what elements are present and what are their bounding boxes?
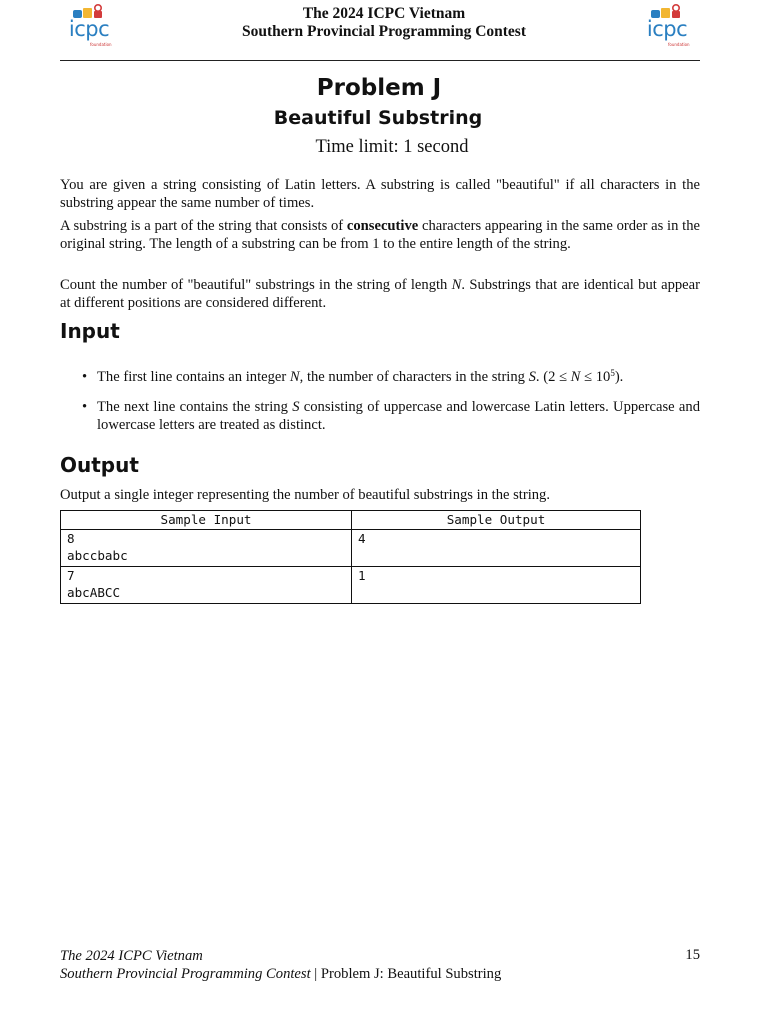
col-sample-input: Sample Input (61, 511, 352, 530)
text-span: consisting of uppercase and lowercase Latin letters. Uppercase and lowercase letters are treated as distinct. (97, 399, 701, 433)
problem-name: Beautiful Substring (273, 107, 483, 129)
math-var: N (289, 369, 300, 385)
footer (60, 947, 501, 983)
sample-input-line: abcABCC (67, 585, 121, 600)
input-heading: Input (60, 319, 120, 343)
bullet-text (97, 399, 700, 434)
sample-output-line: 4 (358, 531, 366, 546)
icpc-logo-wordmark: icpc (68, 17, 110, 41)
icpc-logo-wordmark: icpc (646, 17, 688, 41)
text-span: Count the number of "beautiful" substrings in the string of length (60, 277, 452, 293)
sample-input-cell (61, 530, 352, 567)
sample-input-line: 7 (67, 568, 75, 583)
header-divider (60, 60, 700, 61)
page-number: 15 (685, 947, 700, 963)
sample-input-cell (61, 567, 352, 604)
sample-output-line: 1 (358, 568, 366, 583)
table-row (61, 530, 641, 567)
output-heading: Output (60, 453, 139, 477)
bullet-dot-icon: • (82, 369, 88, 385)
text-span: ≤ 10 (580, 369, 611, 385)
input-bullet-1 (82, 369, 700, 387)
text-span: . (2 ≤ (535, 369, 571, 385)
samples-table (60, 510, 641, 604)
text-span: . Substrings that are identical but appear at different positions are considered different. (60, 277, 700, 311)
math-var: N (451, 277, 462, 293)
output-description: Output a single integer representing the number of beautiful substrings in the string. (60, 487, 551, 503)
input-bullet-2 (82, 399, 700, 434)
text-span: A substring is a part of the string that consists of (60, 218, 347, 234)
text-span: The next line contains the string (97, 399, 293, 415)
text-span: characters appearing in the same order as in the original string. The length of a substring can be from 1 to the entire length of the string. (60, 218, 700, 252)
icpc-logo-tag: foundation (90, 42, 112, 47)
sample-output-cell (352, 530, 641, 567)
text-span: , the number of characters in the string (299, 369, 529, 385)
footer-line-2 (60, 965, 501, 983)
bullet-text (97, 369, 700, 387)
problem-title: Problem J (316, 75, 442, 101)
text-span: ). (614, 369, 624, 385)
sample-output-cell (352, 567, 641, 604)
footer-problem-ref: | Problem J: Beautiful Substring (310, 966, 502, 982)
emphasis-consecutive: consecutive (346, 218, 419, 234)
footer-contest-name: Southern Provincial Programming Contest (60, 966, 311, 982)
statement-paragraph-1: You are given a string consisting of Latin letters. A substring is called "beautiful" if all characters in the substring appear the same number of times. (60, 177, 700, 211)
statement-paragraph-2 (60, 218, 700, 253)
sample-input-line: 8 (67, 531, 75, 546)
math-var: N (570, 369, 581, 385)
text-span: The first line contains an integer (97, 369, 290, 385)
header-title (0, 5, 768, 41)
exponent: 5 (610, 368, 615, 378)
table-header-row (61, 511, 641, 530)
math-var: S (292, 399, 300, 415)
header-line-1: The 2024 ICPC Vietnam (302, 5, 466, 22)
icpc-logo-tag: foundation (668, 42, 690, 47)
math-var: S (528, 369, 536, 385)
col-sample-output: Sample Output (352, 511, 641, 530)
time-limit: Time limit: 1 second (315, 137, 469, 157)
bullet-dot-icon: • (82, 399, 88, 415)
statement-paragraph-3 (60, 277, 700, 312)
header-line-2: Southern Provincial Programming Contest (241, 23, 526, 40)
table-row (61, 567, 641, 604)
footer-line-1: The 2024 ICPC Vietnam (60, 948, 203, 964)
sample-input-line: abccbabc (67, 548, 128, 563)
